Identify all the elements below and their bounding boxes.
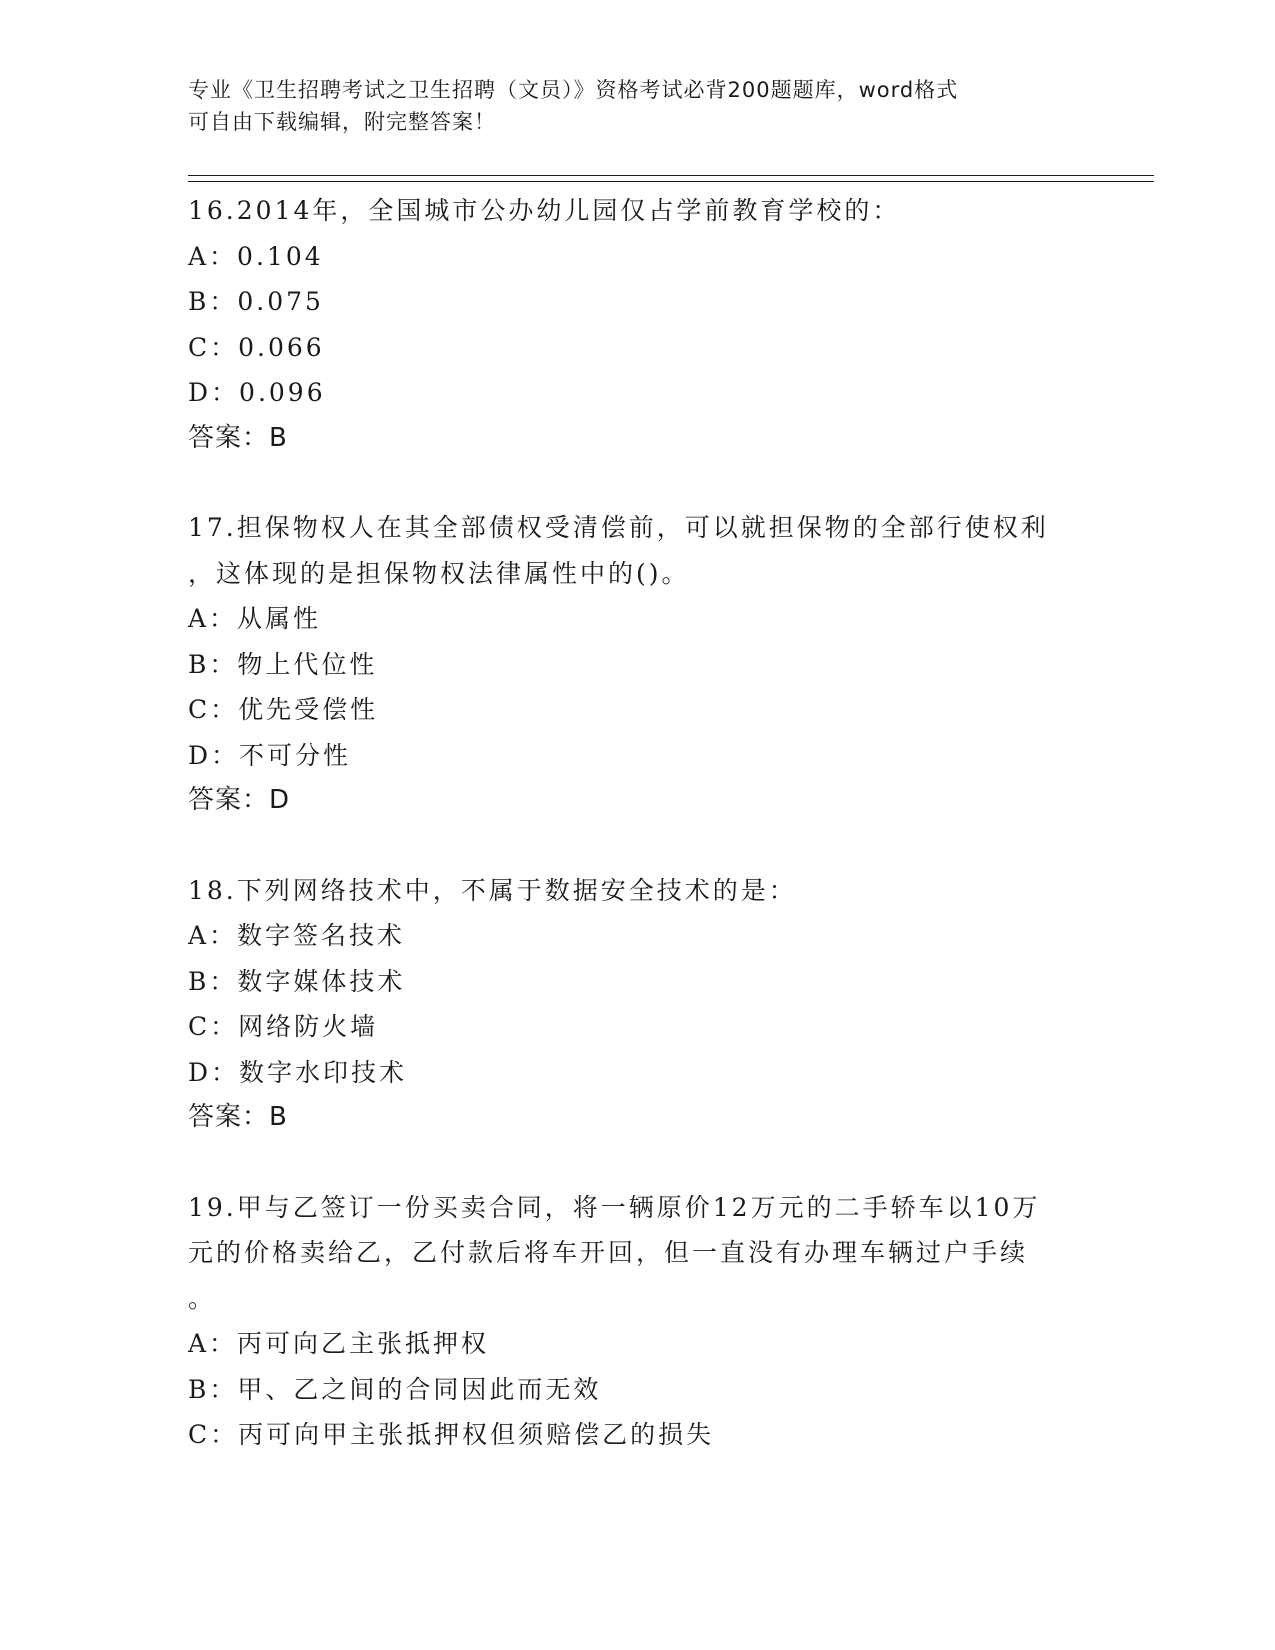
question-text: ，这体现的是担保物权法律属性中的()。: [188, 558, 690, 588]
option-b: B：物上代位性: [188, 649, 378, 679]
question-text: 17.担保物权人在其全部债权受清偿前，可以就担保物的全部行使权利: [188, 513, 1049, 542]
question-list: [188, 188, 1088, 1502]
option-b: B：0.075: [188, 287, 324, 316]
header-divider: [188, 175, 1154, 176]
answer-label: 答案：B: [188, 1102, 288, 1132]
option-c: C：0.066: [188, 332, 325, 362]
option-b: B：甲、乙之间的合同因此而无效: [188, 1374, 602, 1404]
question-text: 18.下列网络技术中，不属于数据安全技术的是：: [188, 875, 797, 905]
question-16: [188, 188, 1088, 461]
option-a: A：数字签名技术: [188, 921, 406, 950]
option-d: D：不可分性: [188, 740, 352, 770]
question-19: [188, 1185, 1088, 1458]
question-text: 16.2014年，全国城市公办幼儿园仅占学前教育学校的：: [188, 196, 901, 225]
option-c: C：优先受偿性: [188, 695, 379, 724]
answer-label: 答案：B: [188, 422, 288, 453]
option-a: A：0.104: [188, 241, 324, 271]
question-18: [188, 868, 1088, 1141]
question-17: [188, 505, 1088, 824]
header-divider: [188, 181, 1154, 182]
header-line: 可自由下载编辑，附完整答案！: [188, 110, 496, 134]
question-text: 元的价格卖给乙，乙付款后将车开回，但一直没有办理车辆过户手续: [188, 1238, 1029, 1267]
option-c: C：丙可向甲主张抵押权但须赔偿乙的损失: [188, 1420, 715, 1449]
question-text: 。: [188, 1283, 217, 1313]
header-line: 专业《卫生招聘考试之卫生招聘（文员）》资格考试必背200题题库，word格式: [188, 78, 959, 102]
option-c: C：网络防火墙: [188, 1012, 379, 1041]
document-header: [188, 74, 1068, 138]
question-text: 19.甲与乙签订一份买卖合同，将一辆原价12万元的二手轿车以10万: [188, 1192, 1041, 1222]
option-d: D：0.096: [188, 378, 326, 407]
option-b: B：数字媒体技术: [188, 966, 406, 996]
option-a: A：从属性: [188, 604, 322, 633]
answer-label: 答案：D: [188, 785, 291, 815]
option-d: D：数字水印技术: [188, 1057, 408, 1087]
option-a: A：丙可向乙主张抵押权: [188, 1329, 490, 1358]
